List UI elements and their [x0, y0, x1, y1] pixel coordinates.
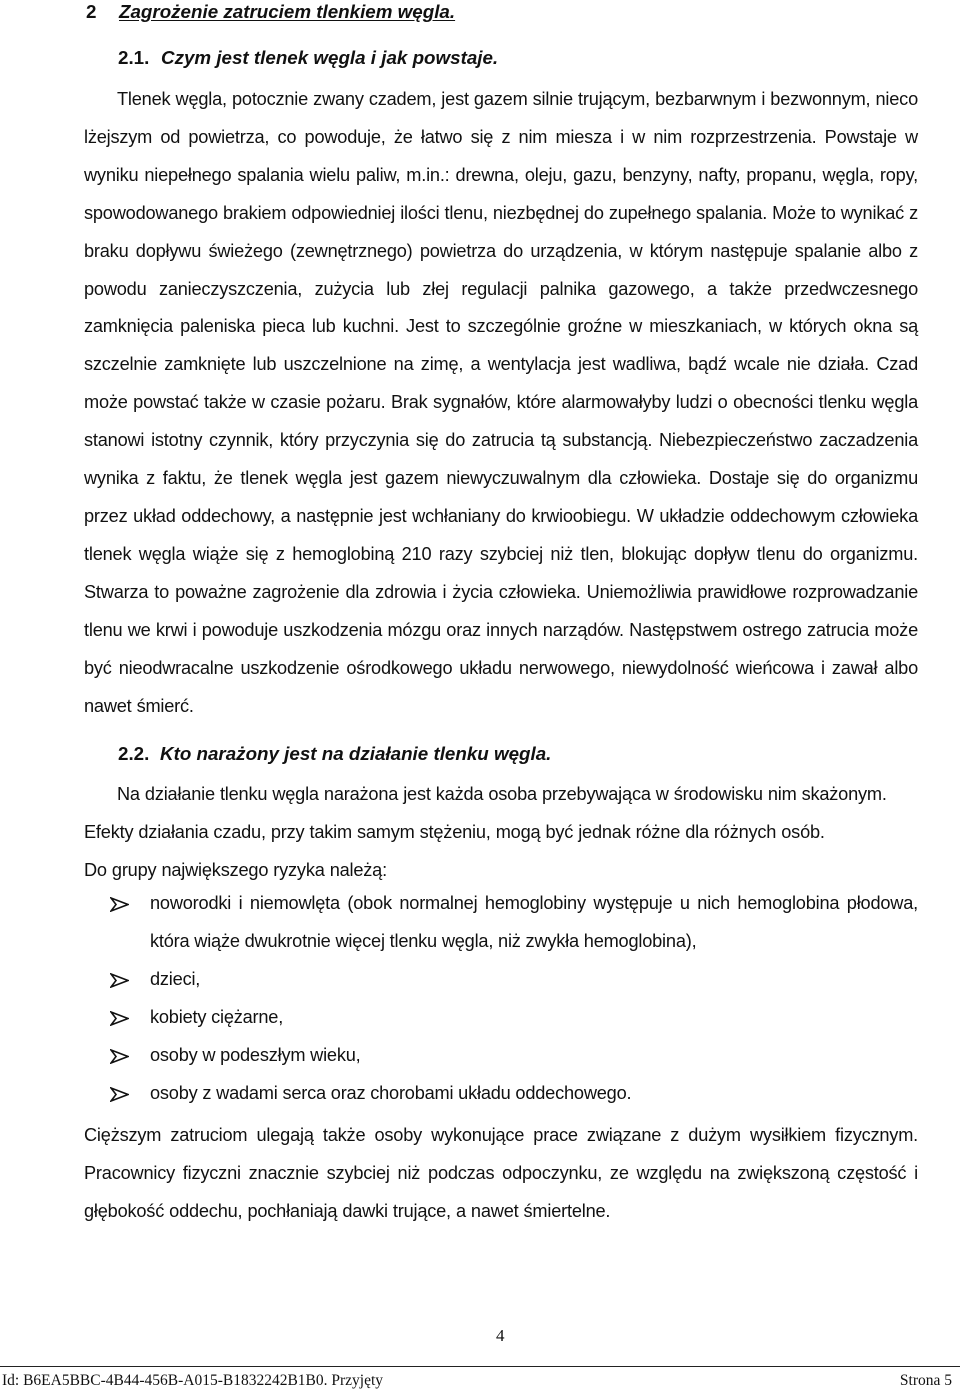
list-item-text: noworodki i niemowlęta (obok normalnej hemoglobiny występuje u nich hemoglobina płodowa, która wiąże dwukrotnie więcej tlenku węgla, niż zwykła hemoglobina), [150, 893, 918, 951]
subsection-2-intro [84, 776, 918, 890]
subsection-1-heading [118, 46, 498, 70]
footer-divider [0, 1366, 960, 1367]
list-item [84, 999, 918, 1037]
arrow-bullet-icon [110, 999, 130, 1037]
subsection-2-title: Kto narażony jest na działanie tlenku węgla. [160, 743, 552, 764]
list-item [84, 961, 918, 999]
arrow-bullet-icon [110, 1037, 130, 1075]
risk-group-list [84, 885, 918, 1112]
subsection-2-number: 2.2. [118, 743, 150, 764]
section-title: Zagrożenie zatruciem tlenkiem węgla. [119, 1, 456, 22]
intro-line-2: Efekty działania czadu, przy takim samym stężeniu, mogą być jednak różne dla różnych osób. [84, 821, 825, 842]
footer-document-id: Id: B6EA5BBC-4B44-456B-A015-B1832242B1B0. Przyjęty [2, 1372, 384, 1389]
list-item [84, 1075, 918, 1113]
subsection-2-closing: Cięższym zatruciom ulegają także osoby wykonujące prace związane z dużym wysiłkiem fizycznym. Pracownicy fizyczni znacznie szybciej niż podczas odpoczynku, ze względu na zwiększoną częstość i głębokość oddechu, pochłaniają dawki trujące, a nawet śmiertelne. [84, 1125, 918, 1221]
arrow-bullet-icon [110, 1075, 130, 1113]
intro-line-1: Na działanie tlenku węgla narażona jest każda osoba przebywająca w środowisku nim skażonym. [117, 784, 887, 804]
list-item-text: osoby z wadami serca oraz chorobami układu oddechowego. [150, 1082, 632, 1103]
footer-page-label: Strona 5 [899, 1372, 952, 1389]
arrow-bullet-icon [110, 885, 130, 923]
intro-line-3: Do grupy największego ryzyka należą: [84, 859, 387, 880]
list-item [84, 1037, 918, 1075]
subsection-1-number: 2.1. [118, 47, 150, 68]
arrow-bullet-icon [110, 961, 130, 999]
subsection-1-paragraph: Tlenek węgla, potocznie zwany czadem, jest gazem silnie trującym, bezbarwnym i bezwonnym, nieco lżejszym od powietrza, co powoduje, że łatwo się z nim miesza i w nim rozprzestrzenia. Powstaje w wyniku niepełnego spalania wielu paliw, m.in.: drewna, oleju, gazu, benzyny, nafty, propanu, węgla, ropy, spowodowanego brakiem odpowiedniej ilości tlenu, niezbędnej do zupełnego spalania. Może to wynikać z braku dopływu świeżego (zewnętrznego) powietrza do urządzenia, w którym następuje spalanie albo z powodu zanieczyszczenia, zużycia lub złej regulacji palnika gazowego, a także przedwczesnego zamknięcia paleniska pieca lub kuchni. Jest to szczególnie groźne w mieszkaniach, w których okna są szczelnie zamknięte lub uszczelnione na zimę, a wentylacja jest wadliwa, bądź wcale nie działa. Czad może powstać także w czasie pożaru. Brak sygnałów, które alarmowałyby ludzi o obecności tlenku węgla stanowi istotny czynnik, który przyczynia się do zatrucia tą substancją. Niebezpieczeństwo zaczadzenia wynika z faktu, że tlenek węgla jest gazem niewyczuwalnym dla człowieka. Dostaje się do organizmu przez układ oddechowy, a następnie jest wchłaniany do krwioobiegu. W układzie oddechowym człowieka tlenek węgla wiąże się z hemoglobiną 210 razy szybciej niż tlen, blokując dopływ tlenu do organizmu. Stwarza to poważne zagrożenie dla zdrowia i życia człowieka. Uniemożliwia prawidłowe rozprowadzanie tlenu we krwi i powoduje uszkodzenia mózgu oraz innych narządów. Następstwem ostrego zatrucia może być nieodwracalne uszkodzenie ośrodkowego układu nerwowego, niewydolność wieńcowa i zawał albo nawet śmierć. [84, 89, 918, 716]
section-heading [86, 0, 455, 24]
list-item-text: kobiety ciężarne, [150, 1006, 284, 1027]
subsection-2-heading [118, 742, 551, 766]
list-item-text: osoby w podeszłym wieku, [150, 1044, 361, 1065]
section-number: 2 [86, 1, 97, 22]
page-number: 4 [496, 1326, 505, 1345]
list-item-text: dzieci, [150, 968, 201, 989]
list-item [84, 885, 918, 961]
subsection-1-title: Czym jest tlenek węgla i jak powstaje. [161, 47, 499, 68]
